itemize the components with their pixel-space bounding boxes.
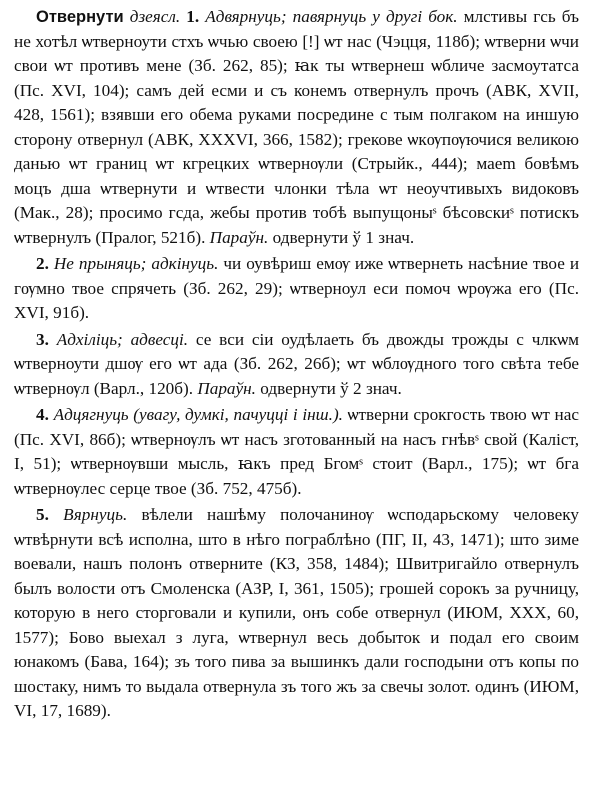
cross-reference-text: одвернути ў 2 знач. bbox=[260, 378, 402, 398]
sense-text: се вси сіи оудѣлаеть бъ двожды трожды с члкѡм ѡтверноути дшѹ его ѡт ада (Зб. 262, 26б); ѡт ѡблѹдного того свѣта тебе ѡтвернѹл (Варл., 120б). bbox=[14, 329, 580, 398]
cross-reference-label: Параўн. bbox=[197, 378, 256, 398]
sense-number: 4. bbox=[36, 405, 49, 424]
sense-1 bbox=[14, 5, 579, 250]
cross-reference-label: Параўн. bbox=[209, 227, 269, 247]
sense-2 bbox=[14, 252, 579, 326]
sense-gloss: Адвярнуць; павярнуць у другі бок. bbox=[205, 7, 458, 26]
sense-number: 5. bbox=[36, 505, 49, 524]
sense-number: 1. bbox=[186, 7, 200, 26]
sense-text: вѣлели нашѣму полочанинѹ ѡсподарьскому человеку ѡтвѣрнути всѣ исполна, што в нѣго пограблѣно (ПГ, II, 43, 1471); што зиме воевали, нашъ полонъ отверните (КЗ, 358, 1484); Швитригайло отвернулъ былъ волости отъ Смоленска (АЗР, I, 361, 1505); грошей сорокъ за ручницу, которую в него сторговали и купили, онъ собе отвернул (ИЮМ, XXX, 60, 1577); Бово выехал з луга, ѡтвернул весь добыток и подал его своим юнакомъ (Бава, 164); зъ того пива за вышинкъ дали господыни отъ копы по шостаку, нимъ то выдала отвернула зъ того жъ за свечы золот. одинъ (ИЮМ, VI, 17, 1689). bbox=[14, 505, 579, 720]
headword: Отвернути bbox=[36, 8, 124, 26]
sense-4 bbox=[14, 403, 579, 501]
sense-gloss: Адхіліць; адвесці. bbox=[56, 329, 189, 349]
sense-number: 2. bbox=[36, 254, 49, 273]
sense-number: 3. bbox=[36, 329, 49, 349]
part-of-speech: дзеясл. bbox=[129, 7, 181, 26]
sense-gloss: Вярнуць. bbox=[63, 505, 128, 524]
cross-reference-text: одвернути ў 1 знач. bbox=[272, 227, 415, 247]
sense-text: ѡтверни срокгость твою ѡт нас (Пс. XVI, 86б); ѡтвернѹлъ ѡт насъ зготованный на насъ гнѣвˢ свой (Каліст, I, 51); ѡтвернѹвши мысль, ꙗкъ пред Бгомˢ стоит (Варл., 175); ѡт бга ѡтвернѹлес серце твое (Зб. 752, 475б). bbox=[14, 405, 579, 498]
sense-text: млстивы гсь бъ не хотѣл ѡтверноути стхъ ѡчью своею [!] ѡт нас (Чэцця, 118б); ѡтверни ѡчи свои ѡт противъ мене (Зб. 262, 85); ꙗк ты ѡтвернеш ѡбличе засмоутатса (Пс. XVI, 104); самъ дей есми и съ конемъ отвернулъ прочъ (АВК, XVII, 428, 1561); взявши его обема руками посредине с тым полгаком на иншую сторону отвернул (АВК, XXXVI, 366, 1582); грекове ѡкѹпѹючися великою данью ѡт границ ѡт кгрецких ѡтвернѹли (Стрыйк., 444); маеm бовѣмъ моцъ дша ѡтвернути и ѡтвести члонки тѣла ѡт неоучтивыхъ видоковъ (Мак., 28); просимо гсда, жебы против тобѣ выпущоныˢ бѣсовскиˢ потискъ ѡтвернулъ (Пралог, 521б). bbox=[14, 7, 580, 247]
sense-text: чи оувѣриш емѹ иже ѡтвернеть насѣние твое и гѹмно твое спрячеть (Зб. 262, 29); ѡтверноул еси помоч ѡрѹжа его (Пс. XVI, 91б). bbox=[14, 254, 580, 322]
sense-5 bbox=[14, 503, 579, 724]
sense-gloss: Не прыняць; адкінуць. bbox=[53, 254, 219, 273]
sense-gloss: Адцягнуць (увагу, думкі, пачуцці і інш.). bbox=[53, 405, 343, 424]
sense-3 bbox=[14, 328, 579, 402]
